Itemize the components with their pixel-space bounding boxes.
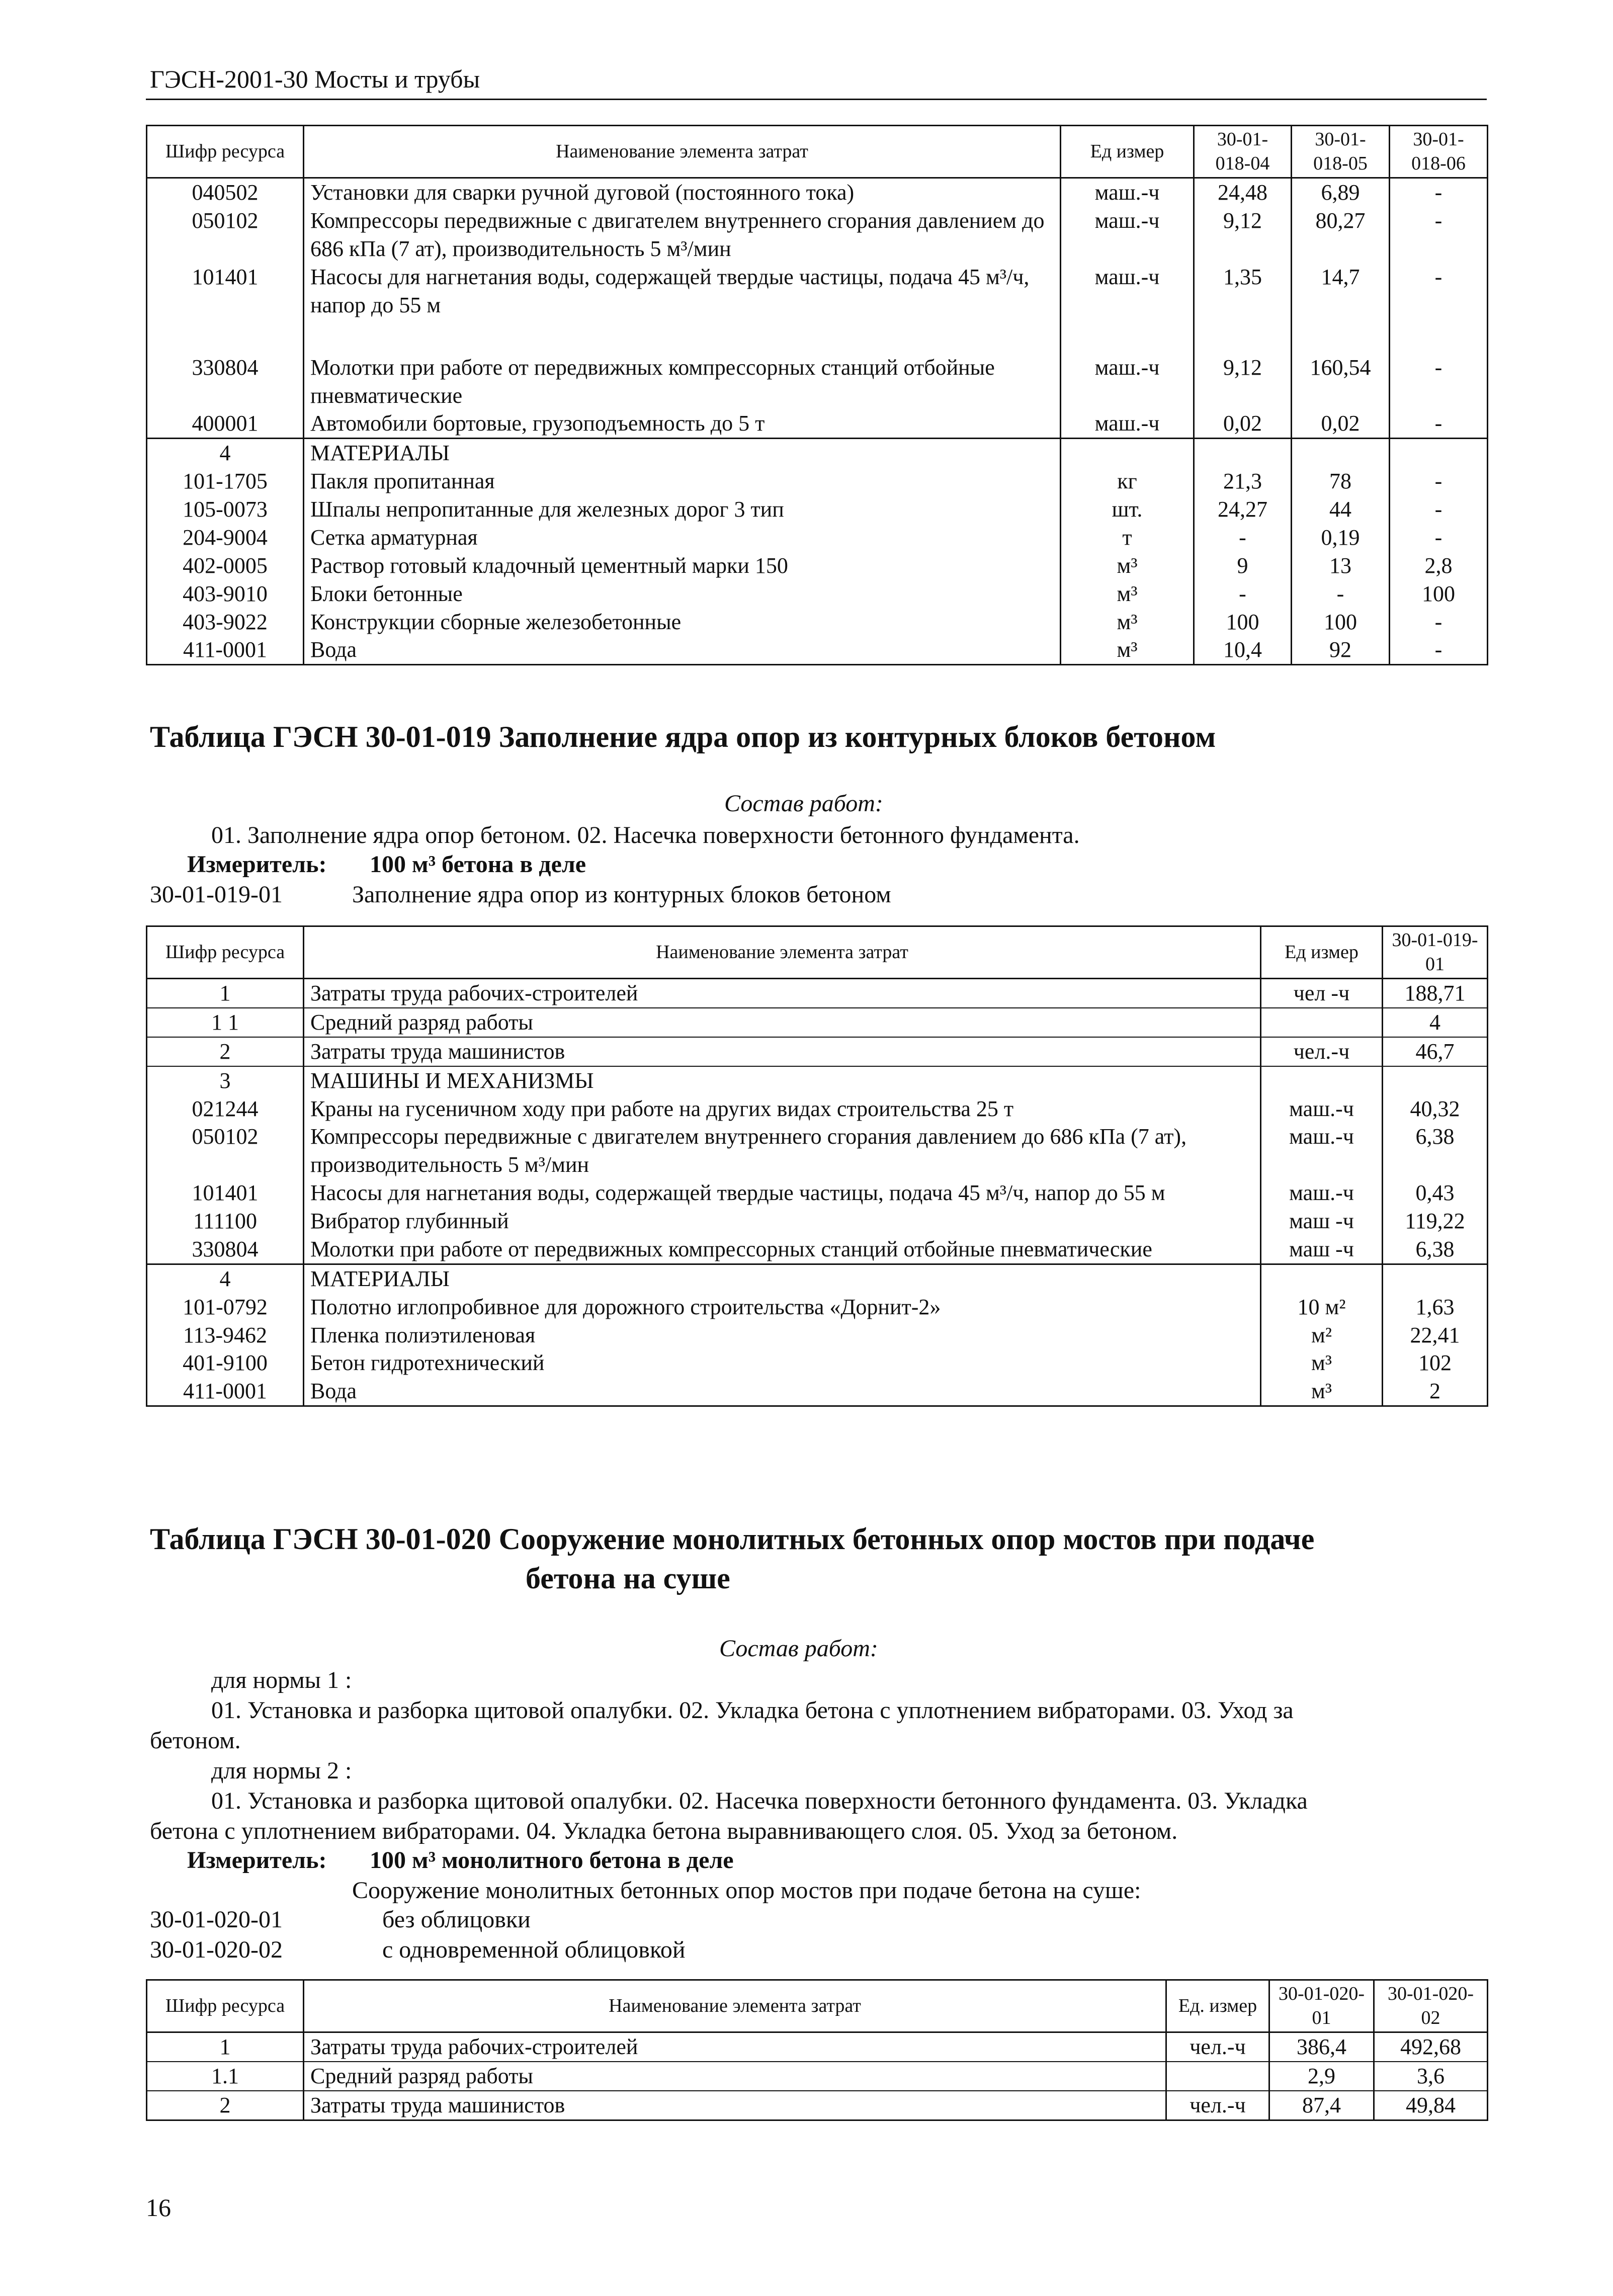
page-number: 16 [146, 2193, 171, 2222]
col-header-unit: Ед измер [1061, 126, 1194, 178]
measure-value: 100 м³ монолитного бетона в деле [370, 1847, 734, 1874]
col-header-norm: 30-01-018-06 [1390, 126, 1488, 178]
col-header-unit: Ед измер [1261, 926, 1383, 979]
col-header-norm: 30-01-020-02 [1374, 1980, 1488, 2032]
table-row: 101401 Насосы для нагнетания воды, содержащей твердые частицы, подача 45 м³/ч, напор до 55 м маш.-ч 0,43 [147, 1179, 1488, 1207]
table-row: 1.1 Средний разряд работы 2,9 3,6 [147, 2062, 1488, 2091]
table-row: 330804 Молотки при работе от передвижных компрессорных станций отбойные пневматические маш.-ч 9,12 160,54 - [147, 354, 1488, 410]
table-30-01-019 [146, 925, 1488, 1407]
measure-label: Измеритель: [187, 851, 327, 878]
measure-label: Измеритель: [187, 1847, 327, 1874]
header-rule [146, 99, 1487, 100]
table-row: 411-0001 Вода м³ 10,4 92 - [147, 636, 1488, 664]
col-header-name: Наименование элемента затрат [304, 926, 1261, 979]
col-header-code: Шифр ресурса [147, 926, 304, 979]
col-header-code: Шифр ресурса [147, 1980, 304, 2032]
norm2-label: для нормы 2 : [211, 1757, 352, 1784]
running-title: ГЭСН-2001-30 Мосты и трубы [150, 65, 480, 93]
table-row: 021244 Краны на гусеничном ходу при работе на других видах строительства 25 т маш.-ч 40,32 [147, 1095, 1488, 1123]
norm-name: без облицовки [382, 1906, 531, 1933]
norm2-works: 01. Установка и разборка щитовой опалубки. 02. Насечка поверхности бетонного фундамента. 03. Укладка [211, 1788, 1308, 1814]
table-row: 101-1705 Пакля пропитанная кг 21,3 78 - [147, 467, 1488, 495]
norm-code: 30-01-020-01 [150, 1906, 283, 1933]
norm-group-title: Сооружение монолитных бетонных опор мостов при подаче бетона на суше: [352, 1877, 1141, 1904]
table-title-30-01-020-line2: бетона на суше [526, 1562, 730, 1595]
col-header-name: Наименование элемента затрат [304, 126, 1061, 178]
table-row: 204-9004 Сетка арматурная т - 0,19 - [147, 524, 1488, 552]
table-row: 040502 Установки для сварки ручной дуговой (постоянного тока) маш.-ч 24,48 6,89 - [147, 178, 1488, 207]
table-title-30-01-020: Таблица ГЭСН 30-01-020 Сооружение монолитных бетонных опор мостов при подаче [150, 1522, 1315, 1556]
table-row: 330804 Молотки при работе от передвижных компрессорных станций отбойные пневматические маш -ч 6,38 [147, 1235, 1488, 1264]
table-row: 101-0792 Полотно иглопробивное для дорожного строительства «Дорнит-2» 10 м² 1,63 [147, 1293, 1488, 1321]
work-composition-heading: Состав работ: [719, 1635, 878, 1662]
table-row: 101401 Насосы для нагнетания воды, содержащей твердые частицы, подача 45 м³/ч, напор до 55 м маш.-ч 1,35 14,7 - [147, 263, 1488, 354]
table-row: 050102 Компрессоры передвижные с двигателем внутреннего сгорания давлением до 686 кПа (7 ат), производительность 5 м³/мин маш.-ч 9,12 80,27 - [147, 207, 1488, 263]
table-row: 1 Затраты труда рабочих-строителей чел -ч 188,71 [147, 979, 1488, 1008]
table-row: 1 Затраты труда рабочих-строителей чел.-ч 386,4 492,68 [147, 2032, 1488, 2062]
norm-code: 30-01-020-02 [150, 1936, 283, 1963]
norm2-works-cont: бетона с уплотнением вибраторами. 04. Укладка бетона выравнивающего слоя. 05. Уход за бетоном. [150, 1818, 1178, 1844]
norm-code: 30-01-019-01 [150, 881, 283, 908]
col-header-norm: 30-01-020-01 [1269, 1980, 1374, 2032]
col-header-norm: 30-01-019-01 [1383, 926, 1488, 979]
col-header-unit: Ед. измер [1166, 1980, 1269, 2032]
table-row: 1 1 Средний разряд работы 4 [147, 1008, 1488, 1037]
work-composition-text: 01. Заполнение ядра опор бетоном. 02. Насечка поверхности бетонного фундамента. [211, 822, 1080, 848]
table-30-01-020 [146, 1979, 1488, 2121]
table-row: 111100 Вибратор глубинный маш -ч 119,22 [147, 1207, 1488, 1235]
table-row: 2 Затраты труда машинистов чел.-ч 87,4 49,84 [147, 2091, 1488, 2120]
table-row: 411-0001 Вода м³ 2 [147, 1377, 1488, 1406]
table-row: 113-9462 Пленка полиэтиленовая м² 22,41 [147, 1321, 1488, 1349]
section-row-machines: 3 МАШИНЫ И МЕХАНИЗМЫ [147, 1066, 1488, 1095]
table-row: 401-9100 Бетон гидротехнический м³ 102 [147, 1349, 1488, 1377]
table-row: 403-9010 Блоки бетонные м³ - - 100 [147, 580, 1488, 608]
table-title-30-01-019: Таблица ГЭСН 30-01-019 Заполнение ядра опор из контурных блоков бетоном [150, 720, 1216, 753]
measure-value: 100 м³ бетона в деле [370, 851, 586, 878]
norm-name: Заполнение ядра опор из контурных блоков бетоном [352, 881, 891, 908]
table-row: 402-0005 Раствор готовый кладочный цементный марки 150 м³ 9 13 2,8 [147, 552, 1488, 580]
norm-name: с одновременной облицовкой [382, 1936, 686, 1963]
col-header-norm: 30-01-018-04 [1194, 126, 1292, 178]
col-header-name: Наименование элемента затрат [304, 1980, 1166, 2032]
section-row-materials: 4 МАТЕРИАЛЫ [147, 1264, 1488, 1293]
section-row-materials: 4 МАТЕРИАЛЫ [147, 439, 1488, 467]
table-30-01-018 [146, 125, 1488, 665]
norm1-works-cont: бетоном. [150, 1727, 241, 1754]
work-composition-heading: Состав работ: [724, 790, 883, 817]
norm1-works: 01. Установка и разборка щитовой опалубки. 02. Укладка бетона с уплотнением вибраторами. 03. Уход за [211, 1697, 1294, 1724]
table-row: 050102 Компрессоры передвижные с двигателем внутреннего сгорания давлением до 686 кПа (7 ат), производительность 5 м³/мин маш.-ч 6,38 [147, 1123, 1488, 1179]
col-header-norm: 30-01-018-05 [1292, 126, 1390, 178]
table-row: 105-0073 Шпалы непропитанные для железных дорог 3 тип шт. 24,27 44 - [147, 495, 1488, 524]
table-row: 400001 Автомобили бортовые, грузоподъемность до 5 т маш.-ч 0,02 0,02 - [147, 409, 1488, 438]
table-row: 403-9022 Конструкции сборные железобетонные м³ 100 100 - [147, 608, 1488, 636]
norm1-label: для нормы 1 : [211, 1667, 352, 1693]
table-row: 2 Затраты труда машинистов чел.-ч 46,7 [147, 1037, 1488, 1066]
col-header-code: Шифр ресурса [147, 126, 304, 178]
